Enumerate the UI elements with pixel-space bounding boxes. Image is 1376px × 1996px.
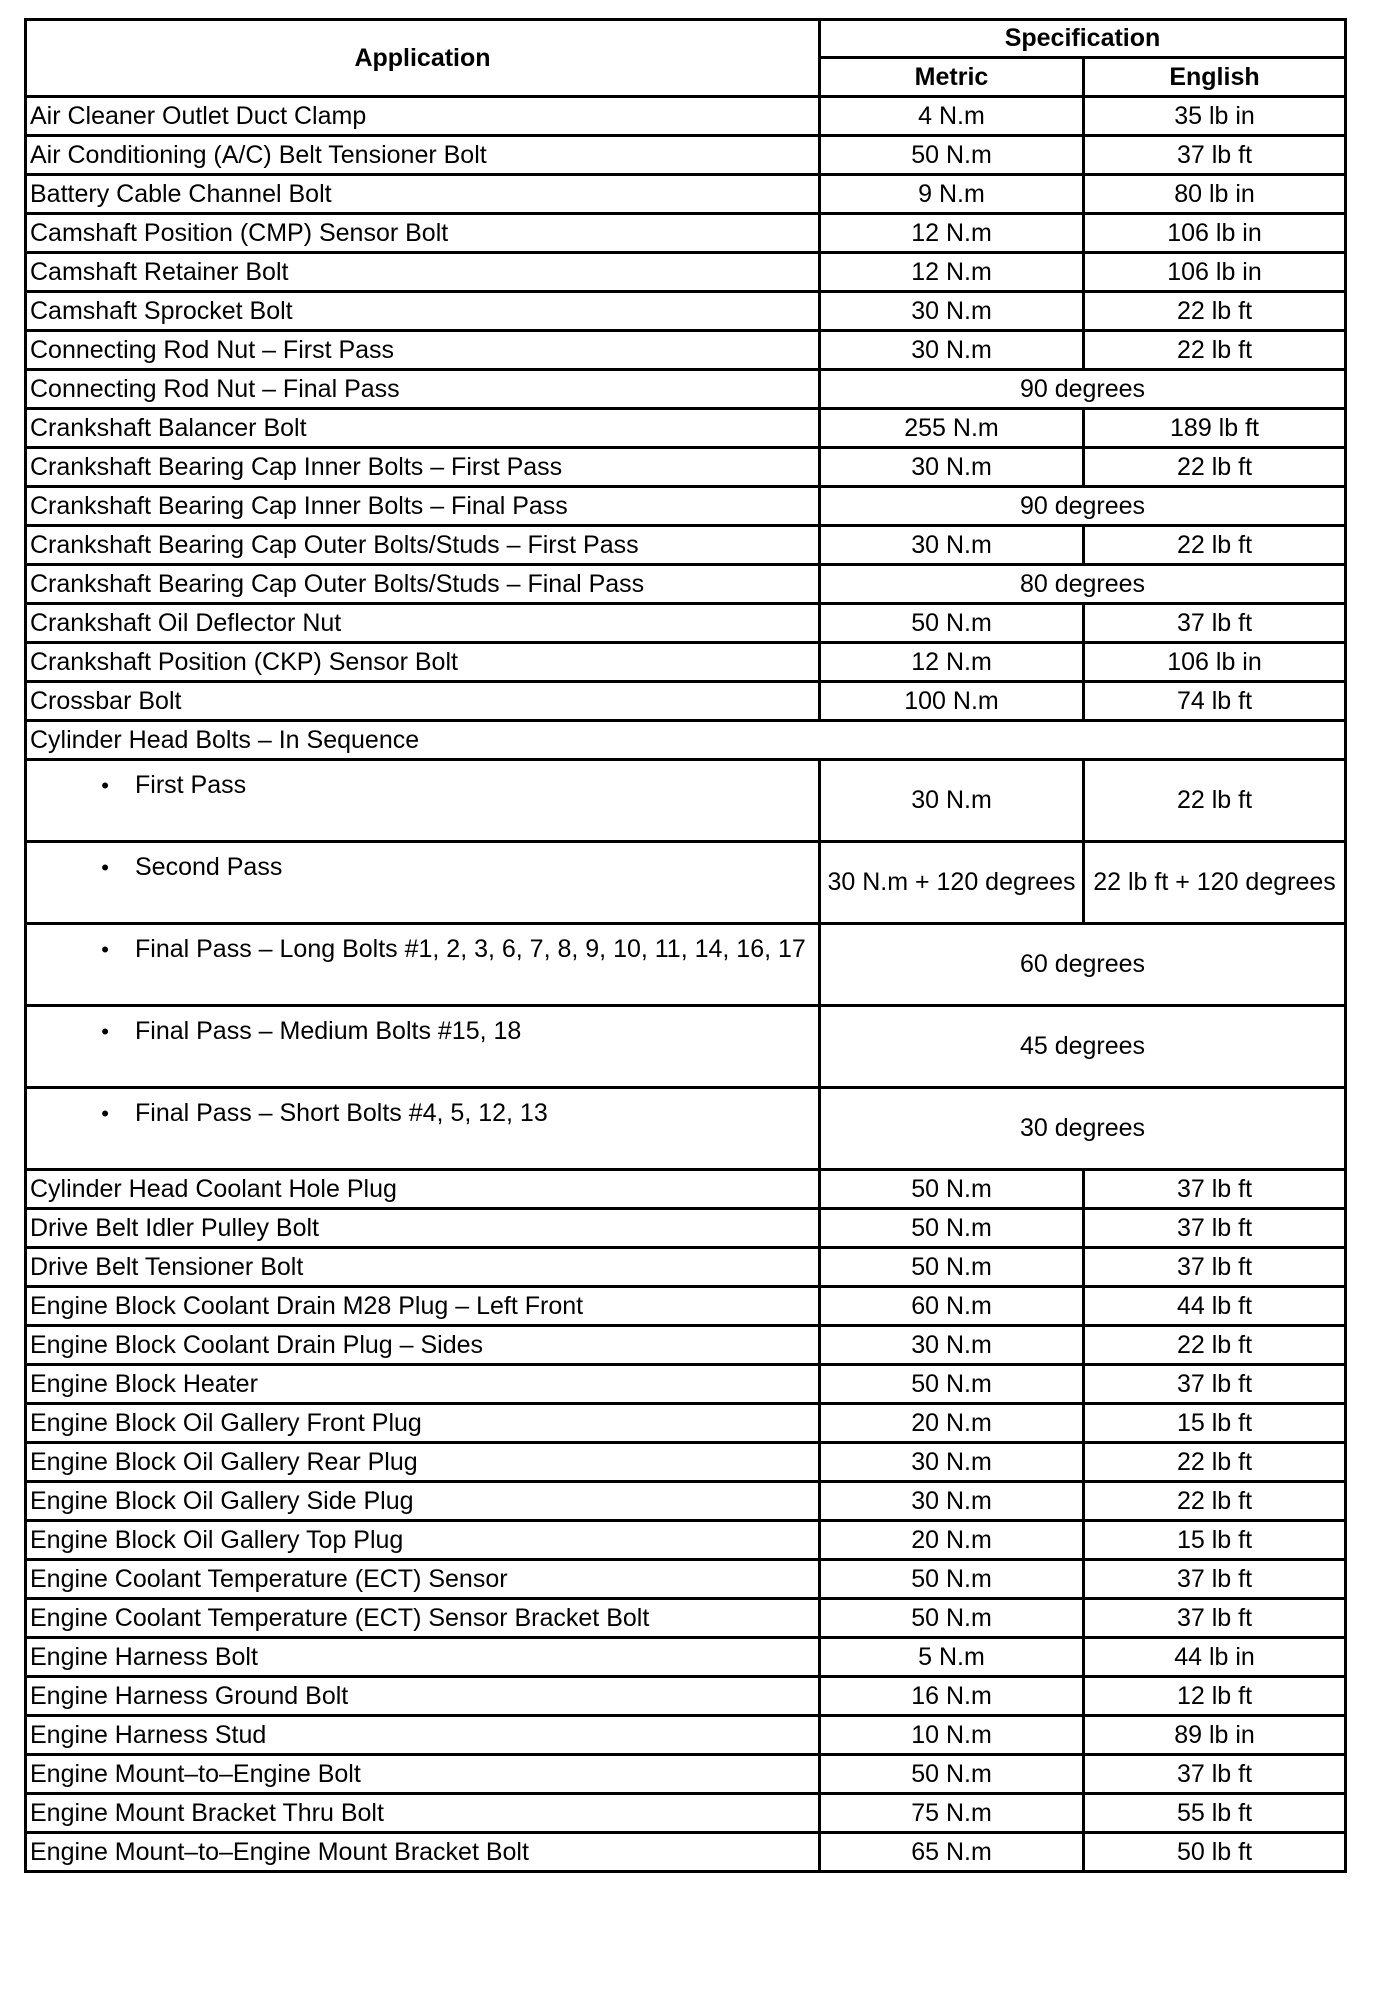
application-cell: Engine Harness Ground Bolt: [26, 1677, 820, 1716]
application-cell: Engine Block Oil Gallery Side Plug: [26, 1482, 820, 1521]
application-cell: Engine Harness Stud: [26, 1716, 820, 1755]
application-cell: Crankshaft Balancer Bolt: [26, 409, 820, 448]
english-cell: 55 lb ft: [1084, 1794, 1346, 1833]
english-cell: 22 lb ft: [1084, 1482, 1346, 1521]
metric-cell: 50 N.m: [820, 1755, 1084, 1794]
english-cell: 15 lb ft: [1084, 1521, 1346, 1560]
table-body: [26, 97, 1346, 1872]
application-cell: Engine Block Heater: [26, 1365, 820, 1404]
metric-cell: 12 N.m: [820, 253, 1084, 292]
table-row: [26, 1365, 1346, 1404]
application-cell: Engine Block Coolant Drain M28 Plug – Left Front: [26, 1287, 820, 1326]
application-cell: Engine Block Oil Gallery Front Plug: [26, 1404, 820, 1443]
metric-cell: 30 N.m: [820, 331, 1084, 370]
application-cell: Engine Block Oil Gallery Top Plug: [26, 1521, 820, 1560]
table-row: [26, 565, 1346, 604]
english-cell: 22 lb ft: [1084, 331, 1346, 370]
sub-step-row: [26, 1088, 1346, 1170]
metric-cell: 65 N.m: [820, 1833, 1084, 1872]
english-cell: 106 lb in: [1084, 253, 1346, 292]
application-cell: Crossbar Bolt: [26, 682, 820, 721]
table-row: [26, 1287, 1346, 1326]
english-cell: 37 lb ft: [1084, 1170, 1346, 1209]
metric-cell: 30 N.m: [820, 1326, 1084, 1365]
metric-cell: 50 N.m: [820, 1209, 1084, 1248]
application-cell: [26, 760, 820, 842]
application-cell: Engine Coolant Temperature (ECT) Sensor Bracket Bolt: [26, 1599, 820, 1638]
bullet-icon: [27, 855, 135, 880]
application-cell: Cylinder Head Coolant Hole Plug: [26, 1170, 820, 1209]
english-cell: 189 lb ft: [1084, 409, 1346, 448]
table-row: [26, 1833, 1346, 1872]
bullet-glyph: •: [101, 1019, 109, 1044]
bullet-glyph: •: [101, 855, 109, 880]
sub-step-row: [26, 842, 1346, 924]
application-cell: Drive Belt Idler Pulley Bolt: [26, 1209, 820, 1248]
sub-step-row: [26, 924, 1346, 1006]
table-row: [26, 136, 1346, 175]
metric-cell: 4 N.m: [820, 97, 1084, 136]
combined-spec-cell: 30 degrees: [820, 1088, 1346, 1170]
table-row: [26, 214, 1346, 253]
table-row: [26, 1209, 1346, 1248]
application-cell: Air Cleaner Outlet Duct Clamp: [26, 97, 820, 136]
english-cell: 37 lb ft: [1084, 1365, 1346, 1404]
metric-cell: 12 N.m: [820, 214, 1084, 253]
sub-step-label-wrap: [27, 925, 818, 962]
sub-step-row: [26, 760, 1346, 842]
table-row: [26, 1716, 1346, 1755]
table-row: [26, 1404, 1346, 1443]
english-cell: 106 lb in: [1084, 214, 1346, 253]
metric-cell: 30 N.m: [820, 1443, 1084, 1482]
application-cell: Battery Cable Channel Bolt: [26, 175, 820, 214]
metric-cell: 50 N.m: [820, 136, 1084, 175]
metric-cell: 30 N.m: [820, 448, 1084, 487]
application-cell: [26, 924, 820, 1006]
application-cell: Camshaft Retainer Bolt: [26, 253, 820, 292]
sub-step-label-wrap: [27, 1007, 818, 1044]
application-header: Application: [26, 20, 820, 97]
combined-spec-cell: 60 degrees: [820, 924, 1346, 1006]
table-row: [26, 604, 1346, 643]
english-cell: 37 lb ft: [1084, 1248, 1346, 1287]
english-cell: 35 lb in: [1084, 97, 1346, 136]
english-cell: 15 lb ft: [1084, 1404, 1346, 1443]
metric-cell: 50 N.m: [820, 1170, 1084, 1209]
application-cell: Crankshaft Bearing Cap Outer Bolts/Studs – Final Pass: [26, 565, 820, 604]
english-cell: 22 lb ft: [1084, 760, 1346, 842]
bullet-icon: [27, 1101, 135, 1126]
table-row: [26, 1170, 1346, 1209]
torque-specification-table: [24, 18, 1347, 1873]
table-row: [26, 1794, 1346, 1833]
bullet-glyph: •: [101, 773, 109, 798]
application-cell: Connecting Rod Nut – Final Pass: [26, 370, 820, 409]
english-cell: 50 lb ft: [1084, 1833, 1346, 1872]
table-row: [26, 1521, 1346, 1560]
table-row: [26, 97, 1346, 136]
metric-cell: 50 N.m: [820, 1599, 1084, 1638]
sub-step-label-wrap: [27, 843, 818, 880]
application-cell: Crankshaft Bearing Cap Inner Bolts – Final Pass: [26, 487, 820, 526]
metric-cell: 60 N.m: [820, 1287, 1084, 1326]
metric-cell: 30 N.m: [820, 526, 1084, 565]
application-cell: Camshaft Position (CMP) Sensor Bolt: [26, 214, 820, 253]
table-row: [26, 1677, 1346, 1716]
english-cell: 22 lb ft: [1084, 526, 1346, 565]
english-cell: 44 lb ft: [1084, 1287, 1346, 1326]
table-row: [26, 1482, 1346, 1521]
english-cell: 22 lb ft: [1084, 1443, 1346, 1482]
english-cell: 74 lb ft: [1084, 682, 1346, 721]
english-cell: 37 lb ft: [1084, 604, 1346, 643]
metric-cell: 30 N.m: [820, 292, 1084, 331]
table-row: [26, 526, 1346, 565]
section-row: [26, 721, 1346, 760]
bullet-glyph: •: [101, 1101, 109, 1126]
sub-step-label: Final Pass – Medium Bolts #15, 18: [135, 1017, 522, 1045]
english-cell: 37 lb ft: [1084, 1560, 1346, 1599]
table-row: [26, 253, 1346, 292]
application-cell: Crankshaft Oil Deflector Nut: [26, 604, 820, 643]
application-cell: Crankshaft Bearing Cap Inner Bolts – First Pass: [26, 448, 820, 487]
table-row: [26, 448, 1346, 487]
sub-step-label-wrap: [27, 761, 818, 798]
table-row: [26, 1755, 1346, 1794]
metric-cell: 5 N.m: [820, 1638, 1084, 1677]
metric-cell: 20 N.m: [820, 1521, 1084, 1560]
english-header: English: [1084, 58, 1346, 97]
english-cell: 22 lb ft: [1084, 1326, 1346, 1365]
english-cell: 44 lb in: [1084, 1638, 1346, 1677]
table-row: [26, 292, 1346, 331]
metric-cell: 75 N.m: [820, 1794, 1084, 1833]
metric-cell: 12 N.m: [820, 643, 1084, 682]
bullet-icon: [27, 937, 135, 962]
metric-cell: 16 N.m: [820, 1677, 1084, 1716]
metric-cell: 255 N.m: [820, 409, 1084, 448]
table-row: [26, 1638, 1346, 1677]
table-row: [26, 175, 1346, 214]
header-row-top: [26, 20, 1346, 58]
combined-spec-cell: 45 degrees: [820, 1006, 1346, 1088]
application-cell: Engine Block Oil Gallery Rear Plug: [26, 1443, 820, 1482]
application-cell: Crankshaft Bearing Cap Outer Bolts/Studs – First Pass: [26, 526, 820, 565]
application-cell: Air Conditioning (A/C) Belt Tensioner Bolt: [26, 136, 820, 175]
table-header: [26, 20, 1346, 97]
section-label: Cylinder Head Bolts – In Sequence: [26, 721, 1346, 760]
english-cell: 37 lb ft: [1084, 1599, 1346, 1638]
application-cell: Camshaft Sprocket Bolt: [26, 292, 820, 331]
application-cell: Engine Coolant Temperature (ECT) Sensor: [26, 1560, 820, 1599]
table-row: [26, 487, 1346, 526]
table-row: [26, 1248, 1346, 1287]
application-cell: Engine Mount Bracket Thru Bolt: [26, 1794, 820, 1833]
sub-step-label-wrap: [27, 1089, 818, 1126]
english-cell: 37 lb ft: [1084, 136, 1346, 175]
metric-cell: 50 N.m: [820, 1365, 1084, 1404]
table-row: [26, 331, 1346, 370]
combined-spec-cell: 80 degrees: [820, 565, 1346, 604]
application-cell: Engine Harness Bolt: [26, 1638, 820, 1677]
sub-step-label: Final Pass – Long Bolts #1, 2, 3, 6, 7, 8, 9, 10, 11, 14, 16, 17: [135, 935, 806, 963]
english-cell: 80 lb in: [1084, 175, 1346, 214]
table-row: [26, 1599, 1346, 1638]
english-cell: 106 lb in: [1084, 643, 1346, 682]
english-cell: 12 lb ft: [1084, 1677, 1346, 1716]
sub-step-label: Final Pass – Short Bolts #4, 5, 12, 13: [135, 1099, 548, 1127]
table-row: [26, 1560, 1346, 1599]
english-cell: 37 lb ft: [1084, 1755, 1346, 1794]
metric-cell: 9 N.m: [820, 175, 1084, 214]
application-cell: Crankshaft Position (CKP) Sensor Bolt: [26, 643, 820, 682]
bullet-icon: [27, 773, 135, 798]
english-cell: 89 lb in: [1084, 1716, 1346, 1755]
application-cell: Engine Block Coolant Drain Plug – Sides: [26, 1326, 820, 1365]
english-cell: 22 lb ft: [1084, 292, 1346, 331]
application-cell: Engine Mount–to–Engine Bolt: [26, 1755, 820, 1794]
metric-cell: 30 N.m: [820, 1482, 1084, 1521]
sub-step-label: Second Pass: [135, 853, 283, 881]
metric-cell: 50 N.m: [820, 604, 1084, 643]
metric-cell: 30 N.m + 120 degrees: [820, 842, 1084, 924]
application-cell: [26, 1006, 820, 1088]
combined-spec-cell: 90 degrees: [820, 487, 1346, 526]
metric-cell: 30 N.m: [820, 760, 1084, 842]
application-cell: [26, 842, 820, 924]
table-row: [26, 643, 1346, 682]
sub-step-label: First Pass: [135, 771, 247, 799]
english-cell: 37 lb ft: [1084, 1209, 1346, 1248]
bullet-glyph: •: [101, 937, 109, 962]
application-cell: [26, 1088, 820, 1170]
metric-cell: 10 N.m: [820, 1716, 1084, 1755]
application-cell: Engine Mount–to–Engine Mount Bracket Bolt: [26, 1833, 820, 1872]
english-cell: 22 lb ft: [1084, 448, 1346, 487]
table-row: [26, 682, 1346, 721]
metric-cell: 50 N.m: [820, 1248, 1084, 1287]
table-row: [26, 1326, 1346, 1365]
metric-cell: 20 N.m: [820, 1404, 1084, 1443]
table-row: [26, 409, 1346, 448]
combined-spec-cell: 90 degrees: [820, 370, 1346, 409]
english-cell: 22 lb ft + 120 degrees: [1084, 842, 1346, 924]
metric-cell: 50 N.m: [820, 1560, 1084, 1599]
specification-header: Specification: [820, 20, 1346, 58]
table-row: [26, 370, 1346, 409]
metric-header: Metric: [820, 58, 1084, 97]
metric-cell: 100 N.m: [820, 682, 1084, 721]
table-row: [26, 1443, 1346, 1482]
sub-step-row: [26, 1006, 1346, 1088]
bullet-icon: [27, 1019, 135, 1044]
application-cell: Connecting Rod Nut – First Pass: [26, 331, 820, 370]
application-cell: Drive Belt Tensioner Bolt: [26, 1248, 820, 1287]
